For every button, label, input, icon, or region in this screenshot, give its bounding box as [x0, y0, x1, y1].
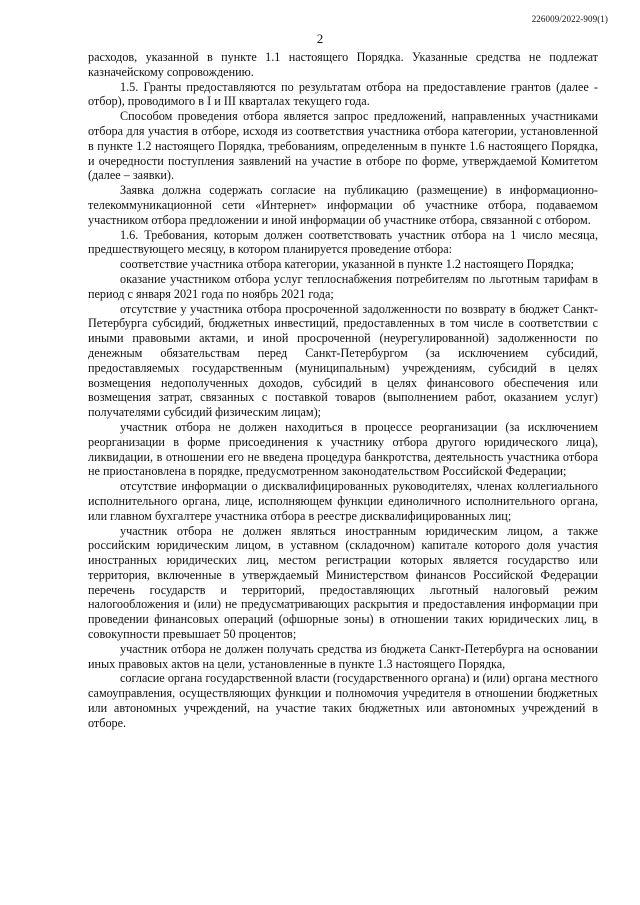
- page-number: 2: [316, 31, 324, 46]
- paragraph: соответствие участника отбора категории, указанной в пункте 1.2 настоящего Порядка;: [120, 257, 574, 272]
- paragraph: 1.6. Требования, которым должен соответствовать участник отбора на 1 число месяца, предшествующего месяцу, в котором планируется проведение отбора:: [88, 227, 598, 257]
- paragraph: согласие органа государственной власти (государственного органа) и (или) органа местного самоуправления, осуществляющих функции и полномочия учредителя в отношении бюджетных или автономных учреждений, на участие таких бюджетных или автономных учреждений в отборе.: [88, 671, 598, 730]
- paragraph: 1.5. Гранты предоставляются по результатам отбора на предоставление грантов (далее - отбор), проводимого в I и III кварталах текущего года.: [88, 79, 598, 109]
- paragraph: участник отбора не должен получать средства из бюджета Санкт-Петербурга на основании иных правовых актов на цели, установленные в пункте 1.3 настоящего Порядка,: [88, 641, 598, 671]
- paragraph: Заявка должна содержать согласие на публикацию (размещение) в информационно-телекоммуникационной сети «Интернет» информации об участнике отбора, подаваемом участником отбора предложении и иной информации об участнике отбора, связанной с отбором.: [88, 183, 598, 227]
- paragraph: расходов, указанной в пункте 1.1 настоящего Порядка. Указанные средства не подлежат казначейскому сопровождению.: [88, 50, 598, 79]
- paragraph: Способом проведения отбора является запрос предложений, направленных участниками отбора для участия в отборе, исходя из соответствия участника отбора категории, установленной в пункте 1.2 настоящего Порядка, требованиям, определенным в пункте 1.6 настоящего Порядка, и очередности поступления заявлений на участие в отборе по форме, утверждаемой Комитетом (далее – заявки).: [88, 109, 598, 183]
- document-id: 226009/2022-909(1): [531, 14, 608, 24]
- paragraph: участник отбора не должен являться иностранным юридическим лицом, а также российским юридическим лицом, в уставном (складочном) капитале которого доля участия иностранных юридических лиц, местом регистрации которых является государство или территория, включенные в утверждаемый Министерством финансов Российской Федерации перечень государств и территорий, предоставляющих льготный налоговый режим налогообложения и (или) не предусматривающих раскрытия и предоставления информации при проведении финансовых операций (офшорные зоны) в отношении таких юридических лиц, в совокупности превышает 50 процентов;: [88, 523, 598, 642]
- paragraph: отсутствие у участника отбора просроченной задолженности по возврату в бюджет Санкт-Петербурга субсидий, бюджетных инвестиций, предоставленных в том числе в соответствии с иными правовыми актами, и иной просроченной (неурегулированной) задолженности по денежным обязательствам перед Санкт-Петербургом (за исключением субсидий, предоставляемых государственным (муниципальным) учреждениям, субсидий в целях возмещения недополученных доходов, субсидий в целях финансового обеспечения или возмещения затрат, связанных с поставкой товаров (выполнением работ, оказанием услуг) получателями субсидий физическим лицам);: [88, 301, 598, 420]
- paragraph: участник отбора не должен находиться в процессе реорганизации (за исключением реорганизации в форме присоединения к участнику отбора другого юридического лица), ликвидации, в отношении его не введена процедура банкротства, деятельность участника отбора не приостановлена в порядке, предусмотренном законодательством Российской Федерации;: [88, 419, 598, 479]
- paragraph: оказание участником отбора услуг теплоснабжения потребителям по льготным тарифам в период с января 2021 года по ноябрь 2021 года;: [88, 271, 598, 301]
- paragraph: отсутствие информации о дисквалифицированных руководителях, членах коллегиального исполнительного органа, лице, исполняющем функции единоличного исполнительного органа, или главном бухгалтере участника отбора в реестре дисквалифицированных лиц;: [88, 479, 598, 523]
- document-body: [88, 50, 598, 731]
